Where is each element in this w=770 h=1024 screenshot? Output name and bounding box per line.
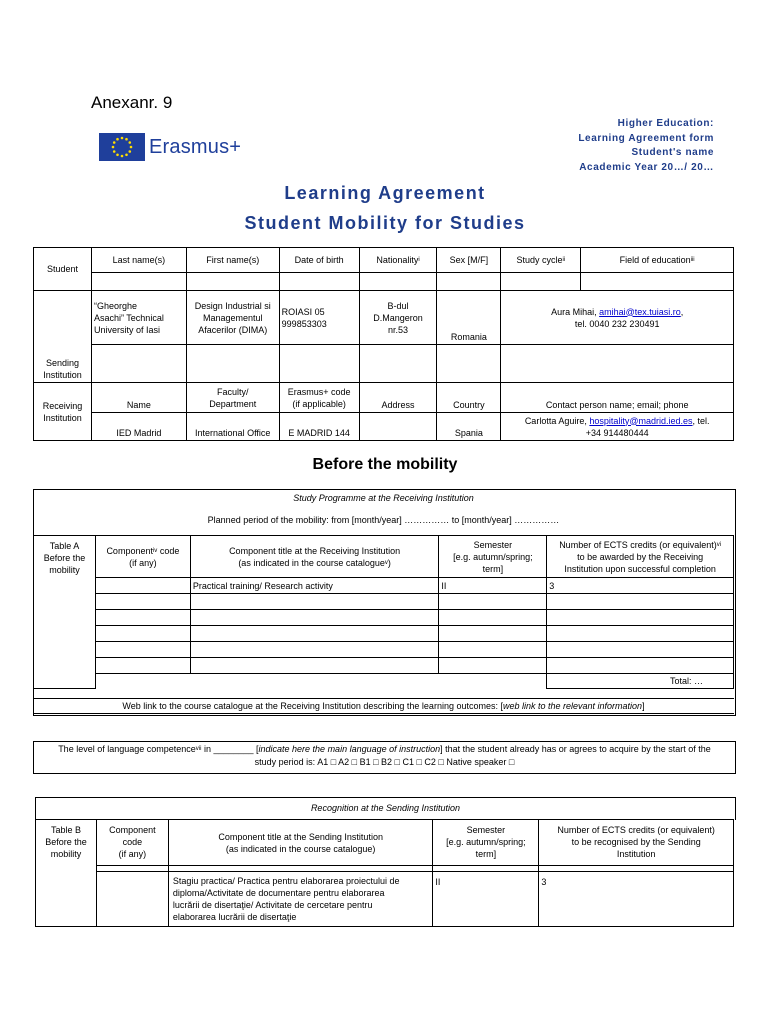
eu-stars-icon <box>99 133 145 161</box>
table-b-col-ects-line1: Number of ECTS credits (or equivalent) <box>557 825 715 835</box>
sending-faculty-line1: Design Industrial si <box>194 300 271 311</box>
table-b-col-code-line1: Component <box>109 825 156 835</box>
weblink-pre: Web link to the course catalogue at the Receiving Institution describing the learning outcomes: [ <box>122 701 503 711</box>
receiving-contact-name: Carlotta Aguire, <box>524 415 590 426</box>
table-b-col-code <box>96 820 168 866</box>
table-b-col-sem-line1: Semester <box>466 825 506 835</box>
eu-flag-icon <box>99 133 145 161</box>
header-line-2: Learning Agreement form <box>578 132 714 144</box>
receiving-country: Spania <box>437 413 501 441</box>
col-field-text: Field of education <box>619 255 691 265</box>
table-a <box>33 535 734 689</box>
rec-col-code-line1: Erasmus+ code <box>287 386 351 397</box>
language-competence-box <box>33 741 736 774</box>
table-b-col-code-line2: code <box>122 837 143 847</box>
table-a-row <box>34 610 734 626</box>
col-study-cycle-sup: ii <box>562 257 566 263</box>
weblink-post: ] <box>642 701 645 711</box>
receiving-contact-suffix: , tel. <box>692 415 710 426</box>
table-a-side-label-line3: mobility <box>49 565 80 575</box>
table-a-row <box>34 594 734 610</box>
sending-values-row <box>34 291 734 345</box>
sending-address-line2: D.Mangeron <box>373 312 423 323</box>
table-a-col-title-sub-end: ) <box>387 557 391 568</box>
student-institutions-table <box>33 247 734 441</box>
table-a-period: Planned period of the mobility: from [month/year] …………… to [month/year] …………… <box>207 515 560 525</box>
receiving-contact-email-link[interactable]: hospitality@madrid.ied.es <box>589 415 693 426</box>
table-a-col-sem-line3: term] <box>482 563 504 574</box>
language-mid: in ________ [ <box>201 744 259 754</box>
table-a-row <box>34 658 734 674</box>
table-a-col-code <box>95 536 190 578</box>
table-b-side-label-line2: Before the <box>45 837 87 847</box>
col-field-of-education <box>581 248 734 273</box>
course-catalogue-weblink <box>33 698 734 714</box>
col-nationality-text: Nationality <box>376 255 419 265</box>
table-a-side-label-line1: Table A <box>49 541 80 551</box>
table-a-col-title-text: Component title at the Receiving Institution <box>229 545 401 556</box>
table-a-row1-title: Practical training/ Research activity <box>190 578 439 594</box>
table-a-col-ects-sup: vi <box>716 541 722 548</box>
receiving-contact-line1 <box>503 415 731 427</box>
weblink-placeholder[interactable]: web link to the relevant information <box>502 701 643 711</box>
table-b-row1-title-line4: elaborarea lucrării de disertaţie <box>172 912 297 922</box>
table-b-col-code-line3: (if any) <box>118 849 147 859</box>
table-a-col-code-line1 <box>98 545 188 557</box>
sending-contact-tel: tel. 0040 232 230491 <box>574 318 660 329</box>
language-sup: vii <box>195 746 202 752</box>
col-sex: Sex [M/F] <box>437 248 501 273</box>
table-a-col-sem-line1: Semester <box>473 539 513 550</box>
table-a-side-label-line2: Before the <box>43 553 86 563</box>
table-a-col-ects-line3: Institution upon successful completion <box>564 563 716 574</box>
sending-contact <box>501 291 734 345</box>
receiving-contact <box>501 413 734 441</box>
rec-col-faculty <box>186 383 279 413</box>
table-b-col-title-sub: (as indicated in the course catalogue) <box>225 843 376 854</box>
table-b <box>35 819 734 927</box>
language-post: ] that the student already has or agrees to acquire by the start of the <box>440 744 711 754</box>
table-a-col-ects <box>547 536 734 578</box>
col-nationality <box>359 248 437 273</box>
receiving-address <box>359 413 437 441</box>
table-a-col-semester <box>439 536 547 578</box>
header-line-4: Academic Year 20…/ 20… <box>579 161 714 173</box>
rec-col-address: Address <box>359 383 437 413</box>
table-b-row <box>36 872 734 927</box>
table-b-col-semester <box>433 820 539 866</box>
table-b-side-label <box>36 820 97 927</box>
receiving-erasmus-code: E MADRID 144 <box>279 413 359 441</box>
table-b-header-row <box>36 820 734 866</box>
sending-name-line1: “Gheorghe <box>93 300 137 311</box>
table-a-header-row <box>34 536 734 578</box>
table-b-row1-semester: II <box>433 872 539 927</box>
receiving-values-row <box>34 413 734 441</box>
table-b-col-ects-line2: to be recognised by the Sending <box>571 837 701 847</box>
table-a-col-title-sup: v <box>384 559 388 566</box>
sending-faculty <box>186 291 279 345</box>
sending-code-line1: ROIASI 05 <box>281 306 325 317</box>
table-b-side-label-line3: mobility <box>50 849 82 859</box>
sending-faculty-line2: Managementul <box>202 312 263 323</box>
rec-col-contact: Contact person name; email; phone <box>501 383 734 413</box>
table-b-side-label-line1: Table B <box>50 825 81 835</box>
table-a-row <box>34 626 734 642</box>
student-label: Student <box>34 248 92 291</box>
sending-label: Sending Institution <box>34 291 92 383</box>
table-a-col-title <box>190 536 439 578</box>
table-a-side-label <box>34 536 96 689</box>
sending-contact-line1 <box>503 306 731 318</box>
table-a-col-ects-text: Number of ECTS credits (or equivalent) <box>559 539 717 550</box>
student-values-row <box>34 273 734 291</box>
language-levels[interactable]: study period is: A1 □ A2 □ B1 □ B2 □ C1 □ C2 □ Native speaker □ <box>254 757 515 767</box>
student-header-row <box>34 248 734 273</box>
sending-code-line2: 999853303 <box>281 318 327 329</box>
table-a-row1-semester: II <box>439 578 547 594</box>
table-b-row1-title-line1: Stagiu practica/ Practica pentru elaborarea proiectului de <box>172 876 400 886</box>
col-last-name: Last name(s) <box>91 248 186 273</box>
col-study-cycle-text: Study cycle <box>516 255 563 265</box>
table-b-col-title-text: Component title at the Sending Institution <box>218 831 383 842</box>
sending-address-line1: B-dul <box>387 300 409 311</box>
rec-col-faculty-line2: Department <box>209 398 257 409</box>
table-a-col-code-sub: (if any) <box>129 557 157 568</box>
table-b-col-ects-line3: Institution <box>616 849 656 859</box>
table-b-col-sem-line3: term] <box>475 849 497 859</box>
table-a-title: Study Programme at the Receiving Institution <box>293 493 474 503</box>
before-mobility-heading: Before the mobility <box>312 456 458 473</box>
sending-faculty-line3: Afacerilor (DIMA) <box>198 324 268 335</box>
table-a-row1-ects: 3 <box>547 578 734 594</box>
table-a-total: Total: … <box>547 674 734 689</box>
table-a-col-code-rest: code <box>157 545 180 556</box>
receiving-header-row <box>34 383 734 413</box>
table-b-row1-title-line3: lucrării de disertaţie/ Activitate de cercetare pentru <box>172 900 373 910</box>
erasmus-logo <box>99 133 259 165</box>
receiving-label: Receiving Institution <box>34 383 92 441</box>
table-b-col-ects <box>539 820 734 866</box>
table-b-col-title <box>168 820 433 866</box>
header-right-block <box>454 117 714 175</box>
table-b-row1-title <box>168 872 433 927</box>
table-b-row1-ects: 3 <box>539 872 734 927</box>
sending-contact-suffix: , <box>680 306 684 317</box>
sending-name <box>91 291 186 345</box>
annex-label: Anexanr. 9 <box>91 93 173 112</box>
receiving-faculty: International Office <box>186 413 279 441</box>
table-a-col-code-text: Component <box>106 545 153 556</box>
col-date-of-birth: Date of birth <box>279 248 359 273</box>
table-a-col-title-sub-text: (as indicated in the course catalogue <box>238 557 385 568</box>
table-b-col-sem-line2: [e.g. autumn/spring; <box>446 837 526 847</box>
sending-address-line3: nr.53 <box>388 324 409 335</box>
header-line-3: Student's name <box>631 147 714 158</box>
sending-erasmus-code <box>279 291 359 345</box>
header-line-1: Higher Education: <box>617 118 714 129</box>
rec-col-country: Country <box>437 383 501 413</box>
sending-contact-email-link[interactable]: amihai@tex.tuiasi.ro <box>599 306 681 317</box>
language-italic: indicate here the main language of instruction <box>258 744 441 754</box>
table-b-row1-title-line2: diploma/Activitate de documentare pentru elaborarea <box>172 888 385 898</box>
col-first-name: First name(s) <box>186 248 279 273</box>
table-a-col-title-sub <box>193 557 437 569</box>
rec-col-name: Name <box>91 383 186 413</box>
rec-col-code <box>279 383 359 413</box>
document-title: Learning Agreement <box>284 183 486 203</box>
table-a-row <box>34 642 734 658</box>
table-b-title: Recognition at the Sending Institution <box>35 797 736 820</box>
sending-name-line2: Asachi” Technical <box>93 312 164 323</box>
erasmus-wordmark: Erasmus+ <box>149 136 242 158</box>
sending-empty-row <box>34 345 734 383</box>
receiving-name: IED Madrid <box>91 413 186 441</box>
rec-col-faculty-line1: Faculty/ <box>216 386 249 397</box>
receiving-contact-tel: +34 914480444 <box>585 427 649 438</box>
document-subtitle: Student Mobility for Studies <box>244 213 526 233</box>
language-line1 <box>34 743 735 756</box>
table-a-col-sem-line2: [e.g. autumn/spring; <box>453 551 533 562</box>
col-nationality-sup: i <box>418 257 420 263</box>
rec-col-code-line2: (if applicable) <box>292 398 346 409</box>
col-study-cycle <box>501 248 581 273</box>
table-a-row <box>34 578 734 594</box>
table-a-col-ects-line2: to be awarded by the Receiving <box>577 551 704 562</box>
sending-name-line3: University of Iasi <box>93 324 160 335</box>
language-pre: The level of language competence <box>58 744 196 754</box>
sending-country: Romania <box>437 291 501 345</box>
sending-contact-name: Aura Mihai, <box>551 306 600 317</box>
sending-address <box>359 291 437 345</box>
table-a-col-code-sup: iv <box>152 547 158 554</box>
table-a-col-ects-line1 <box>549 539 731 551</box>
table-a-total-row <box>34 674 734 689</box>
col-field-sup: iii <box>690 257 695 263</box>
